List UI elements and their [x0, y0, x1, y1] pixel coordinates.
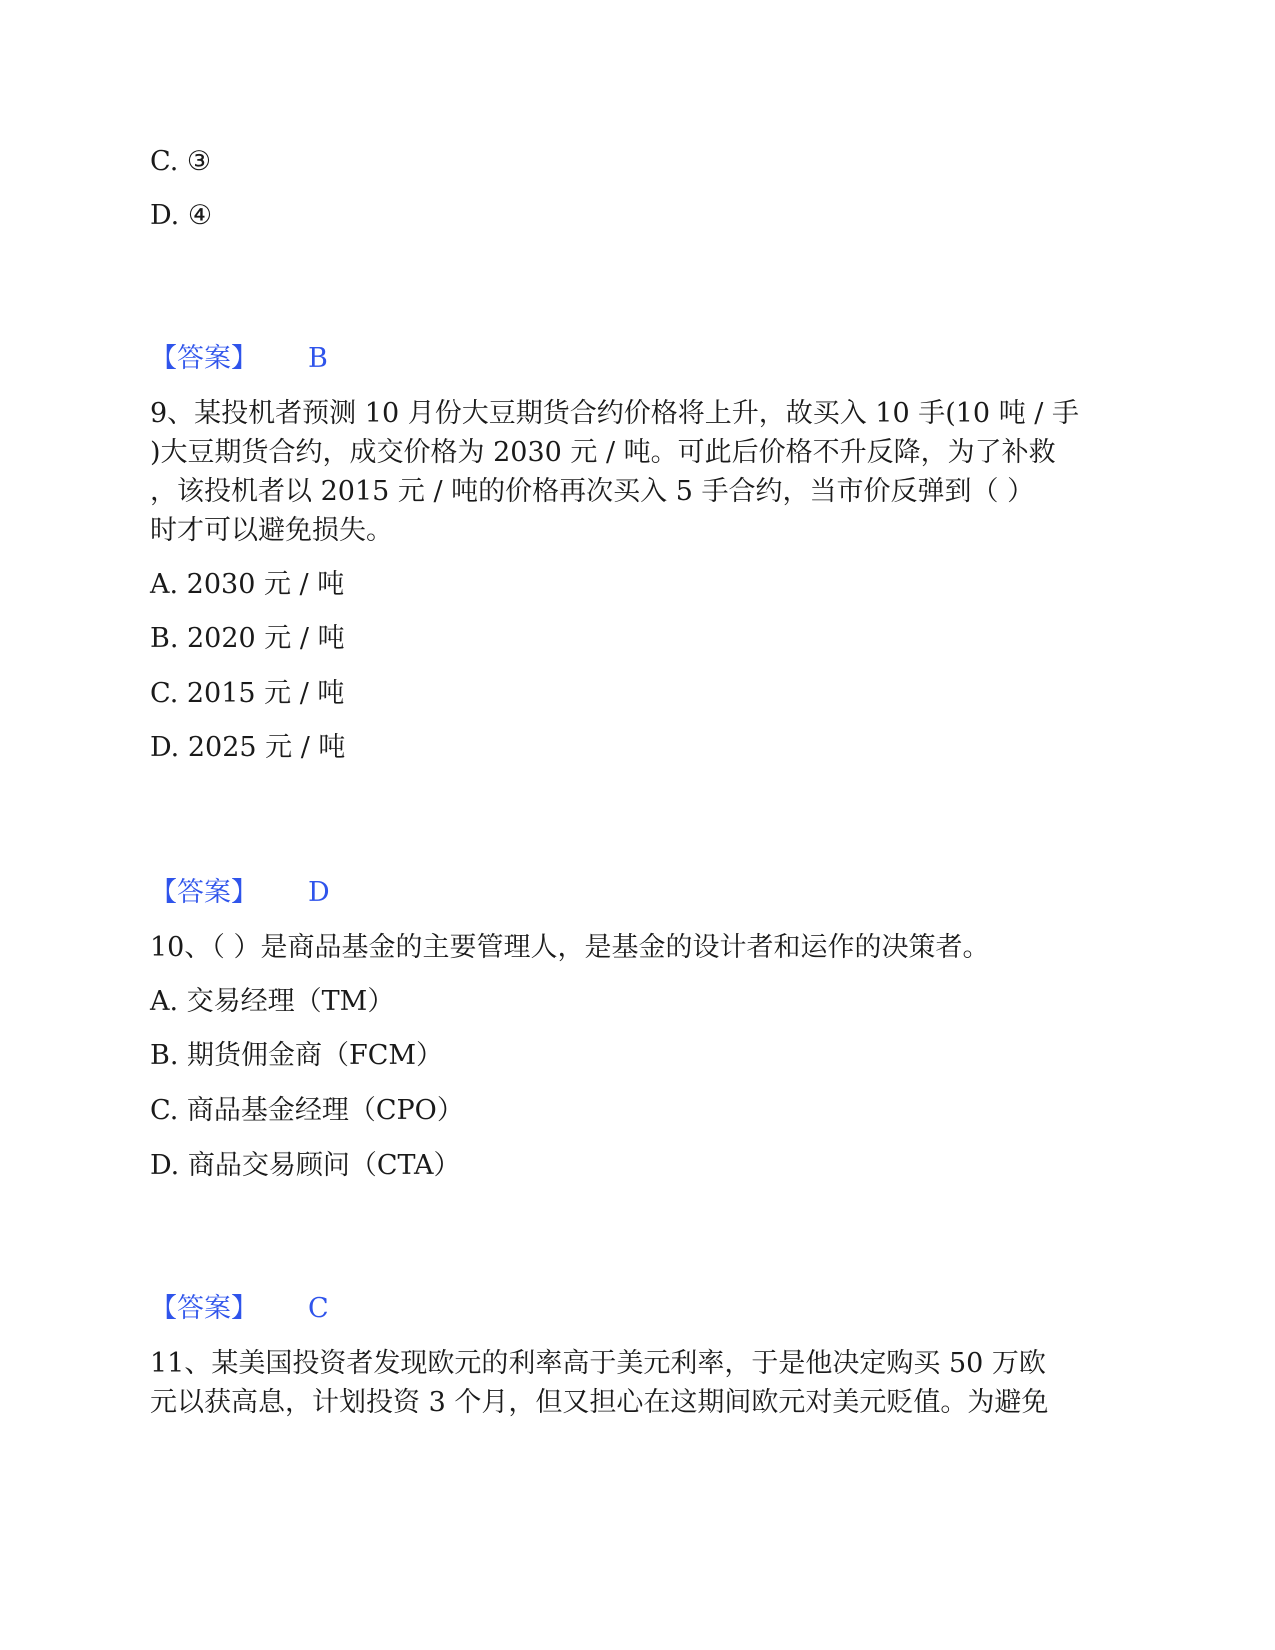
q9-stem-line-2: )大豆期货合约，成交价格为 2030 元 / 吨。可此后价格不升反降，为了补救: [150, 437, 1056, 468]
q9-option-a: A. 2030 元 / 吨: [150, 569, 345, 600]
answer-q9: [150, 877, 330, 909]
answer-label: 【答案】: [150, 343, 258, 374]
q8-option-c: C. ③: [150, 146, 212, 177]
answer-value: D: [308, 877, 330, 908]
q10-option-c: C. 商品基金经理（CPO）: [150, 1095, 464, 1126]
answer-value: C: [308, 1293, 329, 1324]
q10-option-b: B. 期货佣金商（FCM）: [150, 1040, 444, 1071]
q8-option-d: D. ④: [150, 200, 213, 231]
q10-stem: 10、（ ）是商品基金的主要管理人，是基金的设计者和运作的决策者。: [150, 932, 990, 963]
answer-label: 【答案】: [150, 1293, 258, 1324]
q9-stem-line-1: 9、某投机者预测 10 月份大豆期货合约价格将上升，故买入 10 手(10 吨 / 手: [150, 398, 1079, 429]
q9-option-d: D. 2025 元 / 吨: [150, 732, 346, 763]
q11-stem-line-2: 元以获高息，计划投资 3 个月，但又担心在这期间欧元对美元贬值。为避免: [150, 1387, 1049, 1418]
q9-stem-line-3: ，该投机者以 2015 元 / 吨的价格再次买入 5 手合约，当市价反弹到（ ）: [150, 476, 1035, 507]
answer-value: B: [308, 343, 328, 374]
q10-option-a: A. 交易经理（TM）: [150, 986, 395, 1017]
q9-stem-line-4: 时才可以避免损失。: [150, 515, 393, 546]
q9-option-b: B. 2020 元 / 吨: [150, 623, 345, 654]
answer-q10: [150, 1293, 329, 1325]
q10-option-d: D. 商品交易顾问（CTA）: [150, 1150, 461, 1181]
answer-label: 【答案】: [150, 877, 258, 908]
answer-q8: [150, 343, 328, 375]
q11-stem-line-1: 11、某美国投资者发现欧元的利率高于美元利率，于是他决定购买 50 万欧: [150, 1348, 1046, 1379]
q9-option-c: C. 2015 元 / 吨: [150, 678, 345, 709]
